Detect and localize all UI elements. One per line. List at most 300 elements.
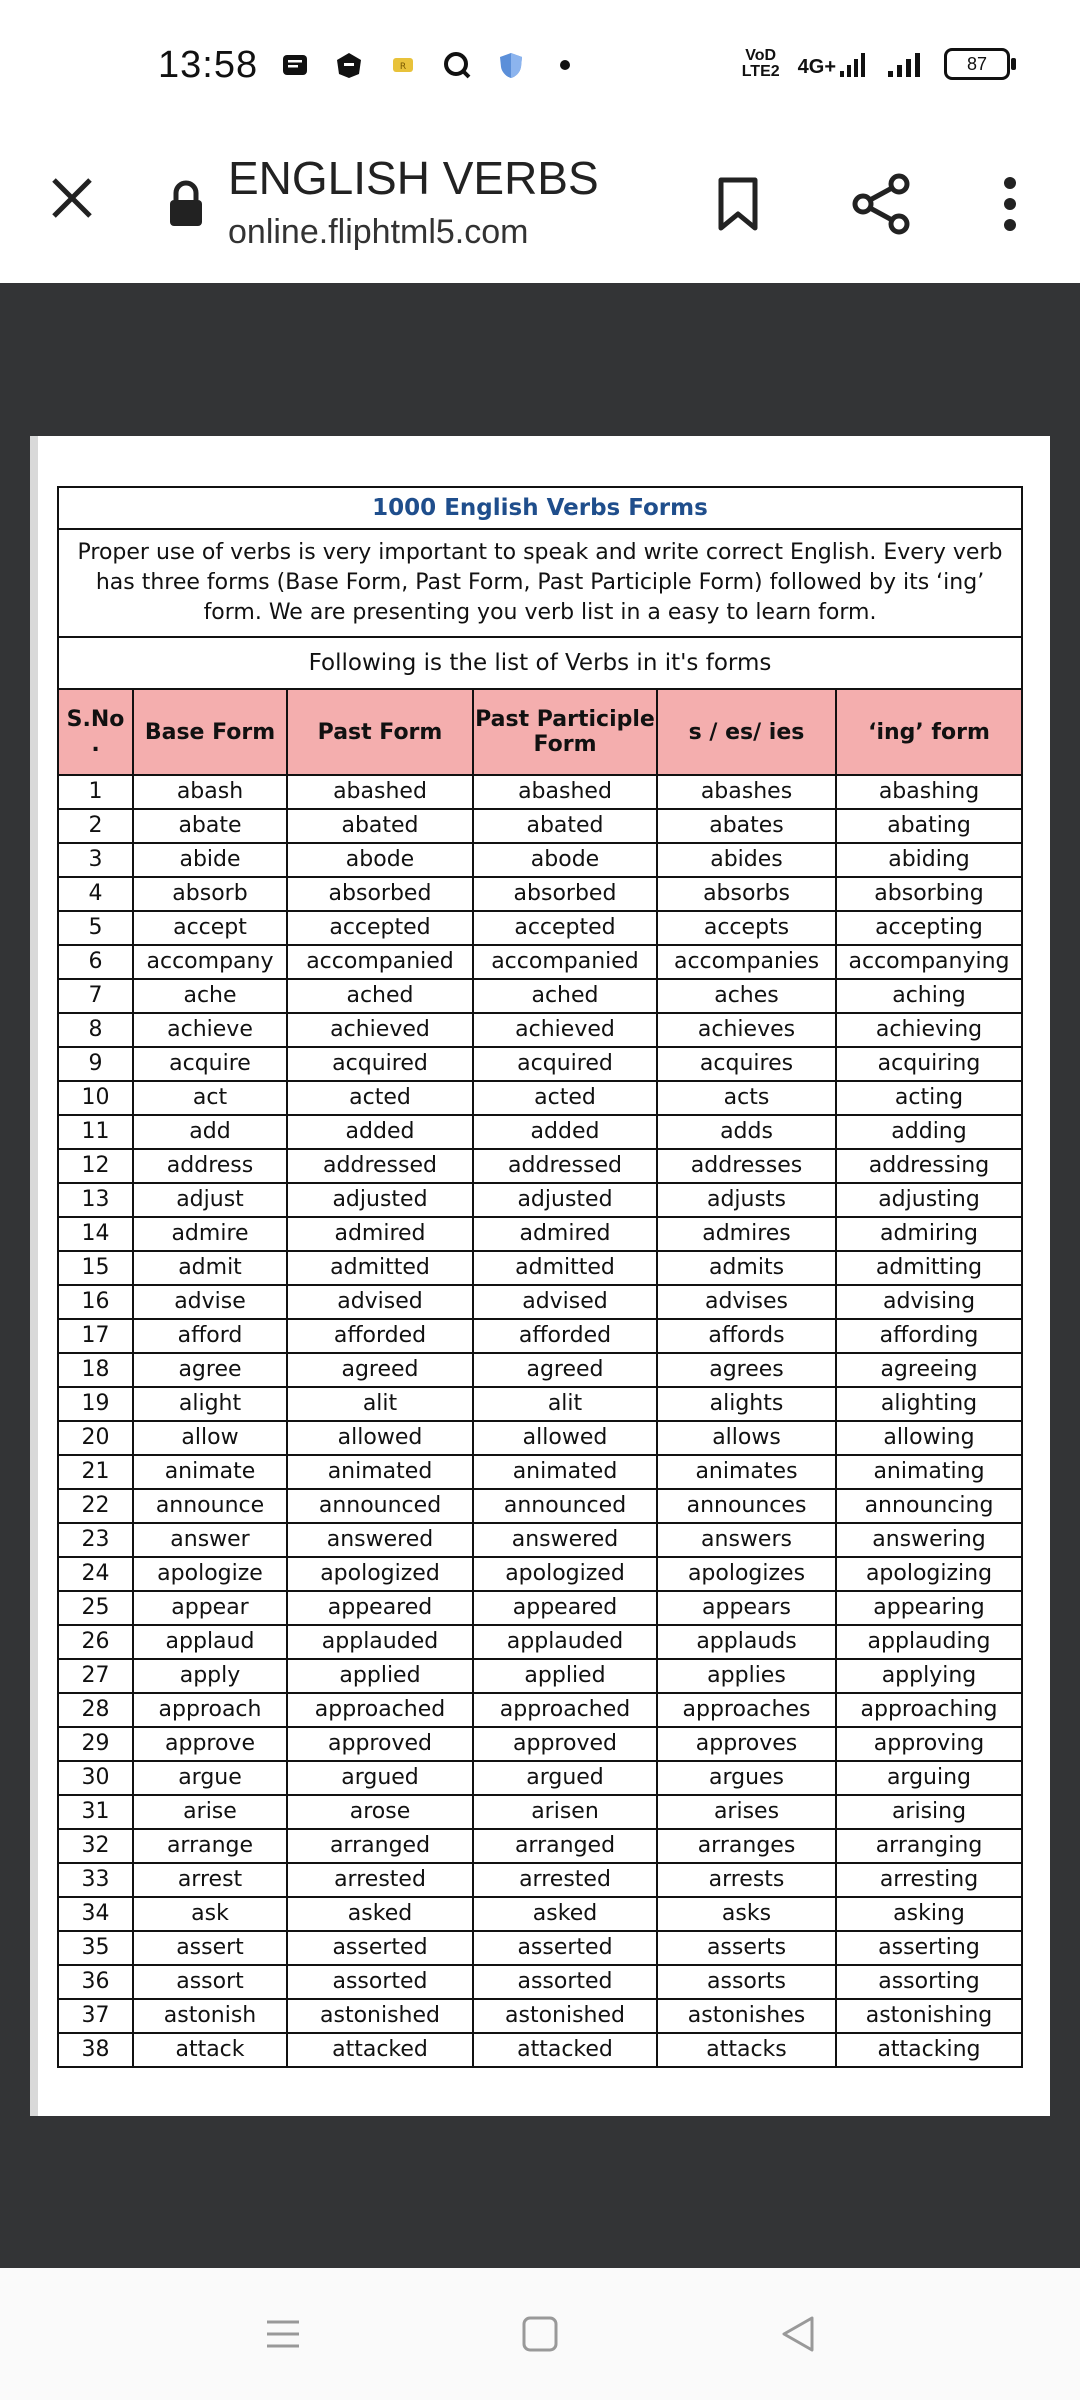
table-row [59,1319,1021,1353]
cell-past-form: agreed [287,1353,473,1387]
cell-past-form: assorted [287,1965,473,1999]
shield-icon [496,50,526,80]
cell-past-form: answered [287,1523,473,1557]
cell-past-form: accepted [287,911,473,945]
cell-past-form: applauded [287,1625,473,1659]
close-button[interactable] [42,168,102,228]
table-header-row [59,690,1021,775]
cell-ing-form: attacking [836,2033,1021,2066]
table-body [59,775,1021,2066]
cell-base-form: admire [133,1217,287,1251]
cell-past-participle: afforded [473,1319,657,1353]
cell-past-participle: abode [473,843,657,877]
table-row [59,1285,1021,1319]
table-row [59,1795,1021,1829]
cell-past-participle: announced [473,1489,657,1523]
close-icon [48,174,96,222]
cell-base-form: abash [133,775,287,809]
cell-sno: 4 [59,877,133,911]
cell-sno: 19 [59,1387,133,1421]
cell-sno: 11 [59,1115,133,1149]
table-row [59,1353,1021,1387]
cell-sno: 7 [59,979,133,1013]
cell-ing-form: affording [836,1319,1021,1353]
cell-ing-form: acquiring [836,1047,1021,1081]
verb-forms-document [57,486,1023,2068]
cell-sno: 21 [59,1455,133,1489]
cell-base-form: address [133,1149,287,1183]
cell-past-form: arose [287,1795,473,1829]
cell-sno: 25 [59,1591,133,1625]
cell-past-form: approved [287,1727,473,1761]
cell-past-participle: abated [473,809,657,843]
share-button[interactable] [848,168,914,240]
cell-ing-form: arranging [836,1829,1021,1863]
cell-base-form: abate [133,809,287,843]
cell-sno: 30 [59,1761,133,1795]
cell-s-es-ies: addresses [657,1149,836,1183]
table-row [59,1931,1021,1965]
table-row [59,1013,1021,1047]
cell-past-form: apologized [287,1557,473,1591]
cell-base-form: argue [133,1761,287,1795]
cell-sno: 35 [59,1931,133,1965]
cell-past-participle: achieved [473,1013,657,1047]
cell-past-form: admitted [287,1251,473,1285]
cell-past-form: asserted [287,1931,473,1965]
cell-past-form: attacked [287,2033,473,2066]
header-s-es-ies: s / es/ ies [657,690,836,775]
cell-s-es-ies: advises [657,1285,836,1319]
cell-base-form: acquire [133,1047,287,1081]
cell-s-es-ies: asserts [657,1931,836,1965]
cell-past-participle: applied [473,1659,657,1693]
cell-sno: 36 [59,1965,133,1999]
cell-s-es-ies: agrees [657,1353,836,1387]
cell-base-form: accept [133,911,287,945]
cell-past-participle: acted [473,1081,657,1115]
more-options-button[interactable] [990,168,1030,240]
cell-past-participle: attacked [473,2033,657,2066]
cell-base-form: advise [133,1285,287,1319]
cell-ing-form: aching [836,979,1021,1013]
table-row [59,1081,1021,1115]
cell-past-form: advised [287,1285,473,1319]
cell-ing-form: accepting [836,911,1021,945]
cell-base-form: assert [133,1931,287,1965]
table-row [59,1761,1021,1795]
document-page[interactable] [30,436,1050,2116]
cell-s-es-ies: acts [657,1081,836,1115]
table-row [59,979,1021,1013]
message-icon [280,50,310,80]
cell-ing-form: announcing [836,1489,1021,1523]
cell-base-form: arrange [133,1829,287,1863]
cell-past-participle: absorbed [473,877,657,911]
cell-past-form: abode [287,843,473,877]
table-row [59,1897,1021,1931]
cell-s-es-ies: aches [657,979,836,1013]
cell-ing-form: adjusting [836,1183,1021,1217]
cell-s-es-ies: accompanies [657,945,836,979]
cell-base-form: animate [133,1455,287,1489]
cell-ing-form: apologizing [836,1557,1021,1591]
cell-base-form: alight [133,1387,287,1421]
cell-s-es-ies: alights [657,1387,836,1421]
cell-s-es-ies: apologizes [657,1557,836,1591]
bookmark-button[interactable] [708,168,768,240]
flipbook-viewer[interactable] [0,283,1080,2268]
cell-past-participle: abashed [473,775,657,809]
header-past-form: Past Form [287,690,473,775]
cell-sno: 22 [59,1489,133,1523]
cell-ing-form: asserting [836,1931,1021,1965]
search-notification-icon [442,50,472,80]
cell-s-es-ies: abides [657,843,836,877]
cell-sno: 23 [59,1523,133,1557]
cell-ing-form: assorting [836,1965,1021,1999]
cell-past-participle: assorted [473,1965,657,1999]
app-notification-icon [334,50,364,80]
cell-base-form: ask [133,1897,287,1931]
cell-sno: 29 [59,1727,133,1761]
table-row [59,1863,1021,1897]
cell-past-form: allowed [287,1421,473,1455]
cell-ing-form: answering [836,1523,1021,1557]
cell-sno: 26 [59,1625,133,1659]
table-row [59,1183,1021,1217]
cell-past-form: acted [287,1081,473,1115]
cell-sno: 10 [59,1081,133,1115]
table-row [59,1523,1021,1557]
cell-past-form: arranged [287,1829,473,1863]
cell-past-form: asked [287,1897,473,1931]
table-row [59,1421,1021,1455]
cell-ing-form: applying [836,1659,1021,1693]
cell-past-form: acquired [287,1047,473,1081]
cell-past-form: achieved [287,1013,473,1047]
cell-past-participle: arranged [473,1829,657,1863]
cell-s-es-ies: adds [657,1115,836,1149]
cell-past-participle: advised [473,1285,657,1319]
cell-s-es-ies: approves [657,1727,836,1761]
cell-base-form: admit [133,1251,287,1285]
document-title: 1000 English Verbs Forms [59,488,1021,530]
signal-4g [798,49,868,79]
table-row [59,877,1021,911]
verbs-table [59,690,1021,2066]
signal-bars-icon-1 [838,49,868,79]
cell-sno: 34 [59,1897,133,1931]
cell-ing-form: appearing [836,1591,1021,1625]
cell-s-es-ies: astonishes [657,1999,836,2033]
cell-sno: 8 [59,1013,133,1047]
cell-s-es-ies: arrests [657,1863,836,1897]
cell-base-form: adjust [133,1183,287,1217]
cell-s-es-ies: allows [657,1421,836,1455]
cell-sno: 31 [59,1795,133,1829]
status-bar [0,0,1080,140]
table-row [59,1455,1021,1489]
cell-base-form: answer [133,1523,287,1557]
cell-base-form: agree [133,1353,287,1387]
cell-past-participle: admired [473,1217,657,1251]
cell-ing-form: asking [836,1897,1021,1931]
cell-past-participle: asked [473,1897,657,1931]
cell-ing-form: arresting [836,1863,1021,1897]
nav-menu-button[interactable] [253,2308,313,2360]
cell-base-form: arise [133,1795,287,1829]
header-past-participle: Past Participle Form [473,690,657,775]
cell-past-form: adjusted [287,1183,473,1217]
cell-s-es-ies: applauds [657,1625,836,1659]
header-base-form: Base Form [133,690,287,775]
cell-sno: 12 [59,1149,133,1183]
cell-past-form: abated [287,809,473,843]
notification-icons [280,50,580,80]
cell-past-participle: answered [473,1523,657,1557]
cell-ing-form: accompanying [836,945,1021,979]
cell-ing-form: allowing [836,1421,1021,1455]
cell-ing-form: advising [836,1285,1021,1319]
cell-s-es-ies: approaches [657,1693,836,1727]
cell-sno: 1 [59,775,133,809]
table-row [59,1251,1021,1285]
cell-ing-form: applauding [836,1625,1021,1659]
cell-sno: 2 [59,809,133,843]
cell-sno: 20 [59,1421,133,1455]
home-square-icon [520,2314,560,2354]
table-row [59,775,1021,809]
cell-past-form: astonished [287,1999,473,2033]
cell-ing-form: approving [836,1727,1021,1761]
cell-past-form: added [287,1115,473,1149]
cell-sno: 32 [59,1829,133,1863]
cell-past-participle: animated [473,1455,657,1489]
table-row [59,945,1021,979]
cell-s-es-ies: assorts [657,1965,836,1999]
cell-past-participle: accompanied [473,945,657,979]
cell-past-participle: asserted [473,1931,657,1965]
cell-past-form: announced [287,1489,473,1523]
cell-s-es-ies: admires [657,1217,836,1251]
table-row [59,1387,1021,1421]
cell-base-form: attack [133,2033,287,2066]
cell-s-es-ies: announces [657,1489,836,1523]
cell-past-participle: alit [473,1387,657,1421]
cell-s-es-ies: attacks [657,2033,836,2066]
table-row [59,1217,1021,1251]
bookmark-icon [716,176,760,232]
cell-sno: 37 [59,1999,133,2033]
volte-line2: LTE2 [741,63,780,80]
cell-base-form: act [133,1081,287,1115]
table-row [59,911,1021,945]
cell-past-participle: approached [473,1693,657,1727]
svg-text:R: R [399,62,407,72]
cell-base-form: allow [133,1421,287,1455]
header-ing-form: ‘ing’ form [836,690,1021,775]
table-row [59,1693,1021,1727]
cell-past-participle: approved [473,1727,657,1761]
cell-past-form: absorbed [287,877,473,911]
table-row [59,1659,1021,1693]
cell-ing-form: absorbing [836,877,1021,911]
cell-sno: 38 [59,2033,133,2066]
rupee-app-icon [388,50,418,80]
volte-line1: VoD [745,47,777,64]
cell-sno: 17 [59,1319,133,1353]
cell-past-participle: appeared [473,1591,657,1625]
cell-ing-form: arguing [836,1761,1021,1795]
cell-past-form: accompanied [287,945,473,979]
lock-icon [166,180,206,228]
cell-past-form: abashed [287,775,473,809]
table-row [59,843,1021,877]
cell-sno: 15 [59,1251,133,1285]
header-sno: S.No . [59,690,133,775]
cell-base-form: ache [133,979,287,1013]
cell-past-participle: adjusted [473,1183,657,1217]
cell-s-es-ies: absorbs [657,877,836,911]
cell-base-form: accompany [133,945,287,979]
cell-sno: 13 [59,1183,133,1217]
cell-base-form: achieve [133,1013,287,1047]
cell-ing-form: acting [836,1081,1021,1115]
cell-ing-form: agreeing [836,1353,1021,1387]
table-row [59,1557,1021,1591]
cell-s-es-ies: arises [657,1795,836,1829]
cell-s-es-ies: affords [657,1319,836,1353]
table-row [59,1965,1021,1999]
cell-past-participle: addressed [473,1149,657,1183]
status-indicators [742,48,1010,80]
cell-ing-form: approaching [836,1693,1021,1727]
cell-sno: 5 [59,911,133,945]
cell-past-participle: apologized [473,1557,657,1591]
cell-base-form: apologize [133,1557,287,1591]
cell-base-form: arrest [133,1863,287,1897]
cell-s-es-ies: argues [657,1761,836,1795]
cell-past-form: applied [287,1659,473,1693]
network-type: 4G+ [797,56,836,78]
cell-s-es-ies: admits [657,1251,836,1285]
cell-ing-form: arising [836,1795,1021,1829]
table-row [59,1625,1021,1659]
cell-base-form: absorb [133,877,287,911]
share-icon [851,173,911,235]
cell-ing-form: achieving [836,1013,1021,1047]
page-url: online.fliphtml5.com [228,213,529,251]
signal-bars-icon-2 [886,49,926,79]
cell-sno: 3 [59,843,133,877]
table-row [59,809,1021,843]
document-intro: Proper use of verbs is very important to speak and write correct English. Every verb has three forms (Base Form, Past Form, Past Participle Form) followed by its ‘ing’ form. We are presenting you verb list in a easy to learn form. [59,530,1021,638]
cell-ing-form: admiring [836,1217,1021,1251]
cell-sno: 6 [59,945,133,979]
cell-s-es-ies: accepts [657,911,836,945]
cell-past-form: approached [287,1693,473,1727]
cell-base-form: applaud [133,1625,287,1659]
back-triangle-icon [778,2314,818,2354]
cell-s-es-ies: achieves [657,1013,836,1047]
cell-past-participle: arisen [473,1795,657,1829]
cell-past-form: arrested [287,1863,473,1897]
cell-s-es-ies: asks [657,1897,836,1931]
cell-past-form: admired [287,1217,473,1251]
cell-past-participle: argued [473,1761,657,1795]
page-title: ENGLISH VERBS [228,152,599,204]
nav-home-button[interactable] [510,2308,570,2360]
cell-past-form: addressed [287,1149,473,1183]
cell-past-participle: admitted [473,1251,657,1285]
cell-base-form: approve [133,1727,287,1761]
cell-s-es-ies: acquires [657,1047,836,1081]
cell-sno: 28 [59,1693,133,1727]
cell-ing-form: adding [836,1115,1021,1149]
cell-past-form: alit [287,1387,473,1421]
cell-base-form: approach [133,1693,287,1727]
cell-past-form: appeared [287,1591,473,1625]
table-row [59,1149,1021,1183]
cell-sno: 24 [59,1557,133,1591]
table-row [59,1727,1021,1761]
table-row [59,1829,1021,1863]
table-row [59,1999,1021,2033]
cell-s-es-ies: arranges [657,1829,836,1863]
cell-sno: 9 [59,1047,133,1081]
cell-base-form: afford [133,1319,287,1353]
cell-ing-form: admitting [836,1251,1021,1285]
cell-s-es-ies: animates [657,1455,836,1489]
more-vert-icon [1002,176,1018,232]
cell-s-es-ies: adjusts [657,1183,836,1217]
cell-ing-form: astonishing [836,1999,1021,2033]
cell-sno: 33 [59,1863,133,1897]
cell-past-form: argued [287,1761,473,1795]
cell-base-form: astonish [133,1999,287,2033]
cell-past-participle: arrested [473,1863,657,1897]
cell-past-participle: accepted [473,911,657,945]
cell-sno: 16 [59,1285,133,1319]
volte-indicator [742,48,780,80]
cell-base-form: abide [133,843,287,877]
cell-past-participle: ached [473,979,657,1013]
cell-past-participle: acquired [473,1047,657,1081]
cell-past-form: afforded [287,1319,473,1353]
browser-app-bar [0,140,1080,283]
cell-ing-form: abating [836,809,1021,843]
cell-s-es-ies: abashes [657,775,836,809]
system-nav-bar [0,2268,1080,2400]
cell-sno: 27 [59,1659,133,1693]
nav-back-button[interactable] [768,2308,828,2360]
page-info[interactable] [228,148,599,256]
menu-icon [263,2314,303,2354]
cell-ing-form: alighting [836,1387,1021,1421]
cell-past-participle: applauded [473,1625,657,1659]
table-row [59,1591,1021,1625]
cell-past-participle: astonished [473,1999,657,2033]
status-time: 13:58 [158,44,259,86]
cell-base-form: assort [133,1965,287,1999]
cell-s-es-ies: abates [657,809,836,843]
cell-base-form: announce [133,1489,287,1523]
cell-s-es-ies: answers [657,1523,836,1557]
cell-sno: 18 [59,1353,133,1387]
table-row [59,1115,1021,1149]
cell-past-form: ached [287,979,473,1013]
